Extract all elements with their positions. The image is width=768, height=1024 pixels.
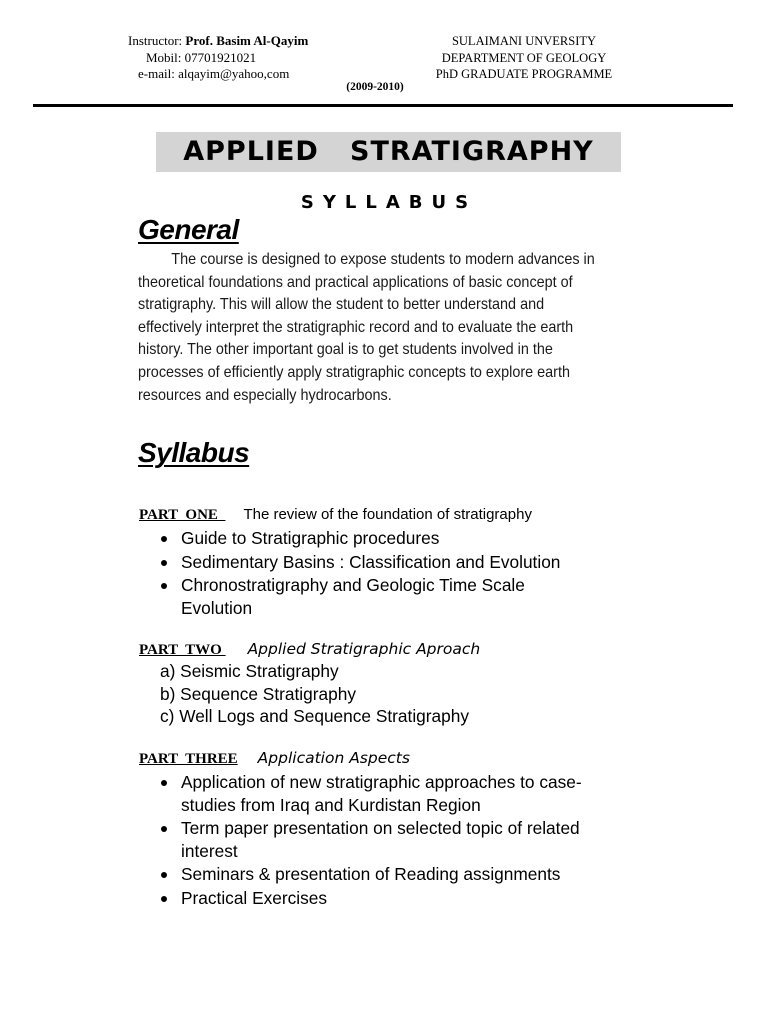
academic-year: (2009-2010) <box>346 81 404 93</box>
part-three-label: PART THREE <box>139 751 238 767</box>
list-item <box>160 551 630 574</box>
instructor-label: Instructor: <box>128 33 183 48</box>
bullet-icon <box>161 583 167 589</box>
programme-name: PhD GRADUATE PROGRAMME <box>435 67 613 81</box>
general-line: The course is designed to expose students to modern advances in <box>171 251 595 268</box>
list-item: b) Sequence Stratigraphy <box>160 683 356 704</box>
institution-block <box>424 33 624 83</box>
list-item-text: Term paper presentation on selected topic of related interest <box>181 818 580 861</box>
part-three-header <box>139 749 410 768</box>
part-two-title: Applied Stratigraphic Aproach <box>247 640 481 658</box>
general-heading: General <box>138 214 239 245</box>
part-two-header <box>139 640 480 659</box>
page-title: APPLIED STRATIGRAPHY <box>156 132 621 172</box>
list-item <box>160 527 630 550</box>
list-item: a) Seismic Stratigraphy <box>160 661 339 681</box>
part-two-list <box>160 660 469 728</box>
bullet-icon <box>161 896 167 902</box>
list-item-text: Sedimentary Basins : Classification and Evolution <box>181 551 561 572</box>
list-item-text: Practical Exercises <box>181 887 327 908</box>
list-item: c) Well Logs and Sequence Stratigraphy <box>160 706 470 726</box>
general-line: resources and especially hydrocarbons. <box>138 386 392 404</box>
list-item <box>160 771 601 816</box>
part-one-label: PART ONE <box>139 507 226 523</box>
general-line: theoretical foundations and practical applications of basic concept of <box>138 273 573 291</box>
header-divider <box>33 104 733 107</box>
department-name: DEPARTMENT OF GEOLOGY <box>441 50 607 65</box>
list-item-text: Seminars & presentation of Reading assignments <box>181 864 561 884</box>
instructor-email: e-mail: alqayim@yahoo,com <box>138 66 290 81</box>
list-item <box>160 863 630 886</box>
part-one-title: The review of the foundation of stratigraphy <box>243 506 532 523</box>
list-item-text: Chronostratigraphy and Geologic Time Scale Evolution <box>181 575 525 618</box>
bullet-icon <box>161 536 167 542</box>
part-two-label: PART TWO <box>139 642 226 658</box>
general-line: history. The other important goal is to get students involved in the <box>138 341 553 359</box>
general-line: stratigraphy. This will allow the student to better understand and <box>138 296 545 314</box>
general-line: effectively interpret the stratigraphic record and to evaluate the earth <box>138 318 574 336</box>
bullet-icon <box>161 872 167 878</box>
bullet-icon <box>161 780 167 786</box>
part-three-list <box>160 771 630 910</box>
instructor-name: Prof. Basim Al-Qayim <box>185 33 309 48</box>
instructor-mobile: Mobil: 07701921021 <box>146 49 257 65</box>
list-item-text: Guide to Stratigraphic procedures <box>181 528 440 548</box>
list-item <box>160 817 641 862</box>
syllabus-heading: Syllabus <box>138 437 250 468</box>
list-item <box>160 887 630 910</box>
general-line: processes of efficiently apply stratigraphic concepts to explore earth <box>138 363 570 381</box>
list-item <box>160 574 581 619</box>
part-three-title: Application Aspects <box>257 749 410 767</box>
part-one-list <box>160 527 630 620</box>
instructor-block <box>128 33 308 83</box>
bullet-icon <box>161 560 167 566</box>
general-paragraph <box>138 249 595 407</box>
university-name: SULAIMANI UNVERSITY <box>451 34 597 48</box>
bullet-icon <box>161 826 167 832</box>
list-item-text: Application of new stratigraphic approaches to case- studies from Iraq and Kurdistan Region <box>181 772 582 815</box>
page-subtitle: SYLLABUS <box>300 192 478 213</box>
part-one-header <box>139 506 532 524</box>
instructor-line <box>128 33 308 50</box>
